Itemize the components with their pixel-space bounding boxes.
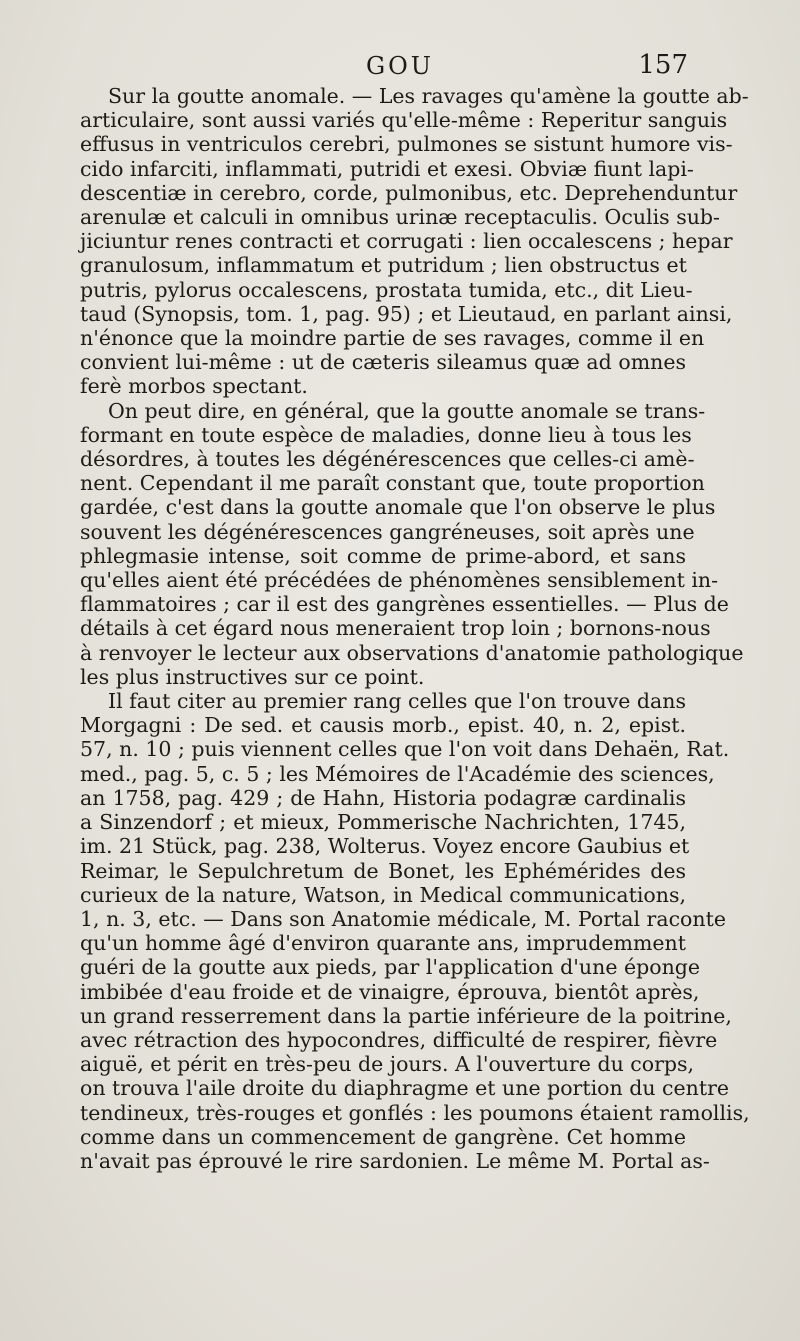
text-line: souvent les dégénérescences gangréneuses, soit après une bbox=[80, 519, 695, 544]
text-line: im. 21 Stück, pag. 238, Wolterus. Voyez encore Gaubius et bbox=[80, 834, 690, 859]
text-line: désordres, à toutes les dégénérescences que celles-ci amè- bbox=[80, 447, 695, 472]
body-text bbox=[80, 84, 750, 1173]
text-line: arenulæ et calculi in omnibus urinæ receptaculis. Oculis sub- bbox=[80, 205, 720, 230]
text-line: convient lui-même : ut de cæteris sileamus quæ ad omnes bbox=[80, 350, 686, 375]
text-line: Sur la goutte anomale. — Les ravages qu'amène la goutte ab- bbox=[108, 84, 749, 108]
paragraph bbox=[80, 689, 750, 1173]
text-line: ferè morbos spectant. bbox=[80, 374, 308, 399]
paragraph bbox=[80, 84, 749, 399]
text-line: 57, n. 10 ; puis viennent celles que l'on voit dans Dehaën, Rat. bbox=[80, 737, 730, 762]
text-line: Reimar, le Sepulchretum de Bonet, les Ephémérides des bbox=[80, 858, 686, 883]
text-line: gardée, c'est dans la goutte anomale que l'on observe le plus bbox=[80, 495, 716, 520]
text-line: nent. Cependant il me paraît constant que, toute proportion bbox=[80, 471, 705, 496]
text-line: n'énonce que la moindre partie de ses ravages, comme il en bbox=[80, 326, 705, 351]
text-line: granulosum, inflammatum et putridum ; lien obstructus et bbox=[80, 253, 687, 278]
text-line: Il faut citer au premier rang celles que l'on trouve dans bbox=[108, 689, 686, 714]
text-line: a Sinzendorf ; et mieux, Pommerische Nachrichten, 1745, bbox=[80, 810, 686, 835]
text-line: articulaire, sont aussi variés qu'elle-même : Reperitur sanguis bbox=[80, 108, 728, 133]
text-line: avec rétraction des hypocondres, difficulté de respirer, fièvre bbox=[80, 1027, 718, 1052]
page-header bbox=[0, 50, 800, 86]
text-line: on trouva l'aile droite du diaphragme et une portion du centre bbox=[80, 1076, 730, 1101]
text-line: détails à cet égard nous meneraient trop loin ; bornons-nous bbox=[80, 616, 711, 641]
text-line: comme dans un commencement de gangrène. Cet homme bbox=[80, 1124, 686, 1149]
text-line: effusus in ventriculos cerebri, pulmones se sistunt humore vis- bbox=[80, 132, 733, 157]
text-line: On peut dire, en général, que la goutte anomale se trans- bbox=[108, 398, 706, 423]
text-line: les plus instructives sur ce point. bbox=[80, 664, 425, 689]
text-line: taud (Synopsis, tom. 1, pag. 95) ; et Lieutaud, en parlant ainsi, bbox=[80, 301, 733, 326]
text-line: putris, pylorus occalescens, prostata tumida, etc., dit Lieu- bbox=[80, 277, 693, 302]
text-line: med., pag. 5, c. 5 ; les Mémoires de l'Académie des sciences, bbox=[80, 761, 715, 786]
text-line: guéri de la goutte aux pieds, par l'application d'une éponge bbox=[80, 955, 701, 980]
text-line: Morgagni : De sed. et causis morb., epist. 40, n. 2, epist. bbox=[80, 713, 686, 738]
running-head: GOU bbox=[365, 52, 435, 80]
text-line: descentiæ in cerebro, corde, pulmonibus, etc. Deprehenduntur bbox=[80, 180, 738, 205]
text-line: un grand resserrement dans la partie inférieure de la poitrine, bbox=[80, 1003, 732, 1028]
text-line: à renvoyer le lecteur aux observations d'anatomie pathologique bbox=[80, 640, 744, 665]
text-line: phlegmasie intense, soit comme de prime-abord, et sans bbox=[80, 543, 686, 568]
text-line: cido infarciti, inflammati, putridi et exesi. Obviæ fiunt lapi- bbox=[80, 156, 694, 181]
text-line: tendineux, très-rouges et gonflés : les poumons étaient ramollis, bbox=[80, 1100, 750, 1125]
paragraph bbox=[80, 398, 744, 689]
text-line: qu'un homme âgé d'environ quarante ans, imprudemment bbox=[80, 931, 686, 956]
text-line: imbibée d'eau froide et de vinaigre, éprouva, bientôt après, bbox=[80, 979, 700, 1004]
text-line: qu'elles aient été précédées de phénomènes sensiblement in- bbox=[80, 568, 719, 593]
text-line: aiguë, et périt en très-peu de jours. A l'ouverture du corps, bbox=[80, 1052, 695, 1077]
text-line: 1, n. 3, etc. — Dans son Anatomie médicale, M. Portal raconte bbox=[80, 906, 726, 931]
text-line: formant en toute espèce de maladies, donne lieu à tous les bbox=[80, 422, 692, 447]
page-number: 157 bbox=[638, 50, 688, 80]
text-line: jiciuntur renes contracti et corrugati : lien occalescens ; hepar bbox=[80, 229, 733, 254]
text-line: curieux de la nature, Watson, in Medical communications, bbox=[80, 882, 686, 907]
text-line: flammatoires ; car il est des gangrènes essentielles. — Plus de bbox=[80, 592, 729, 617]
text-line: an 1758, pag. 429 ; de Hahn, Historia podagræ cardinalis bbox=[80, 785, 686, 810]
text-line: n'avait pas éprouvé le rire sardonien. Le même M. Portal as- bbox=[80, 1148, 710, 1173]
